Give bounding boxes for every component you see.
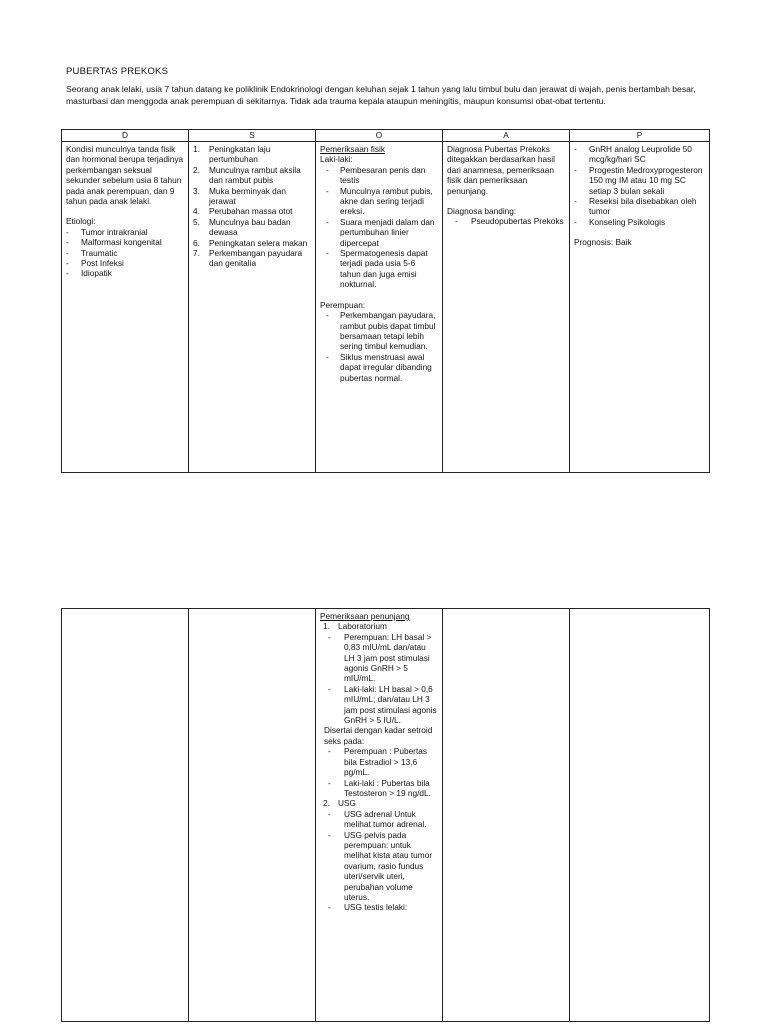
table-row — [62, 142, 710, 473]
list-item: - Post Infeksi — [66, 258, 184, 268]
header-a: A — [443, 130, 570, 142]
list-item: - USG adrenal Untuk melihat tumor adrenal. — [320, 809, 438, 830]
physical-exam-heading: Pemeriksaan fisik — [320, 144, 386, 154]
usg-label: USG — [338, 798, 356, 809]
list-item: 6. Peningkatan selera makan — [193, 237, 308, 248]
cell-s — [189, 609, 316, 1022]
symptom-list — [193, 144, 311, 269]
steroid-label: Disertai dengan kadar setroid seks pada: — [324, 725, 433, 746]
soap-table-continued — [61, 608, 710, 1022]
supporting-exam-list — [320, 621, 438, 631]
list-item: - Pseudopubertas Prekoks — [447, 216, 565, 226]
cell-d — [62, 609, 189, 1022]
list-item: 3. Muka berminyak dan jerawat — [193, 185, 287, 207]
header-o: O — [316, 130, 443, 142]
case-description: Seorang anak lelaki, usia 7 tahun datang ke poliklinik Endokrinologi dengan keluhan sejak 1 tahun yang lalu timbul bulu dan jerawat di wajah, penis bertambah besar, masturbasi dan menggoda anak perempuan di sekitarnya. Tidak ada trauma kepala ataupun meningitis, maupun konsumsi obat-obat tertentu. — [66, 84, 696, 106]
differential-list — [447, 216, 565, 226]
supporting-exam-heading: Pemeriksaan penunjang — [320, 611, 410, 621]
cell-o — [316, 142, 443, 473]
plan-list — [574, 144, 705, 227]
list-item: - Perkembangan payudara, rambut pubis dapat timbul bersamaan tetapi lebih sering timbul kemudian. — [320, 310, 438, 352]
list-item: - USG pelvis pada perempuan: untuk melihat kista atau tumor ovarium, rasio fundus uteri/servik uteri, perubahan volume uterus. — [320, 830, 438, 903]
lab-criteria-list — [320, 632, 438, 726]
header-d: D — [62, 130, 189, 142]
list-item: - Siklus menstruasi awal dapat irregular dibanding pubertas normal. — [320, 352, 438, 383]
list-item: 5. Munculnya bau badan dewasa — [193, 216, 291, 238]
list-item: - Perempuan: LH basal > 0,83 mIU/mL dan/atau LH 3 jam post stimulasi agonis GnRH > 5 mIU/mL. — [320, 632, 438, 684]
soap-table — [61, 129, 710, 473]
usg-list — [320, 809, 438, 913]
list-item: - Reseksi bila disebabkan oleh tumor — [574, 196, 705, 217]
list-item: - Pembesaran penis dan testis — [320, 165, 438, 186]
steroid-criteria-list — [320, 746, 438, 798]
male-findings-list — [320, 165, 438, 290]
header-s: S — [189, 130, 316, 142]
list-item: 7. Perkembangan payudara dan genitalia — [193, 248, 303, 269]
cell-p — [570, 142, 710, 473]
list-item: - Laki-laki: LH basal > 0,6 mIU/mL; dan/atau LH 3 jam post stimulasi agonis GnRH > 5 IU/L. — [320, 684, 438, 726]
definition-text: Kondisi munculnya tanda fisik dan hormonal berupa terjadinya perkembangan seksual sekunder sebelum usia 8 tahun pada anak perempuan, dan 9 tahun pada anak lelaki. — [66, 144, 184, 207]
list-item: - USG testis lelaki: — [320, 902, 438, 912]
list-item: - Munculnya rambut pubis, akne dan sering terjadi ereksi. — [320, 186, 438, 217]
list-item: - Spermatogenesis dapat terjadi pada usia 5-6 tahun dan juga emisi nokturnal. — [320, 248, 438, 290]
list-item: 2. Munculnya rambut aksila dan rambut pubis — [193, 164, 301, 186]
list-item: - Tumor intrakranial — [66, 227, 184, 237]
list-item: - Idiopatik — [66, 268, 184, 278]
table-header-row — [62, 130, 710, 142]
list-item: 4. Perubahan massa otot — [193, 206, 293, 217]
list-item: 1. Laboratorium — [323, 621, 387, 632]
list-item: - Konseling Psikologis — [574, 217, 705, 227]
document-title: PUBERTAS PREKOKS — [66, 66, 169, 77]
female-findings-list — [320, 310, 438, 383]
lab-label: Laboratorium — [338, 621, 387, 632]
header-p: P — [570, 130, 710, 142]
cell-d — [62, 142, 189, 473]
list-item: - Laki-laki : Pubertas bila Testosteron > 19 ng/dL. — [320, 778, 438, 799]
list-item: 2. USG — [323, 798, 356, 809]
cell-p — [570, 609, 710, 1022]
female-label: Perempuan: — [320, 299, 366, 310]
cell-a — [443, 609, 570, 1022]
male-label: Laki-laki: — [320, 154, 353, 165]
differential-label: Diagnosa banding: — [447, 206, 517, 217]
table-row — [62, 609, 710, 1022]
list-item: - Malformasi kongenital — [66, 237, 184, 247]
list-item: - Progestin Medroxyprogesteron 150 mg IM atau 10 mg SC setiap 3 bulan sekali — [574, 165, 705, 196]
cell-o — [316, 609, 443, 1022]
supporting-exam-list-2 — [320, 798, 438, 808]
list-item: - Perempuan : Pubertas bila Estradiol > 13,6 pg/mL. — [320, 746, 438, 777]
etiologi-list — [66, 227, 184, 279]
list-item: - Traumatic — [66, 248, 184, 258]
cell-s — [189, 142, 316, 473]
etiologi-label: Etiologi: — [66, 216, 96, 227]
assessment-text: Diagnosa Pubertas Prekoks ditegakkan berdasarkan hasil dari anamnesa, pemeriksaan fisik dan pemeriksaan penunjang. — [447, 144, 555, 196]
list-item: 1. Peningkatan laju pertumbuhan — [193, 144, 271, 165]
cell-a — [443, 142, 570, 473]
list-item: - Suara menjadi dalam dan pertumbuhan linier dipercepat — [320, 217, 438, 248]
prognosis-text: Prognosis: Baik — [574, 237, 632, 248]
list-item: - GnRH analog Leuprolide 50 mcg/kg/hari SC — [574, 144, 705, 165]
